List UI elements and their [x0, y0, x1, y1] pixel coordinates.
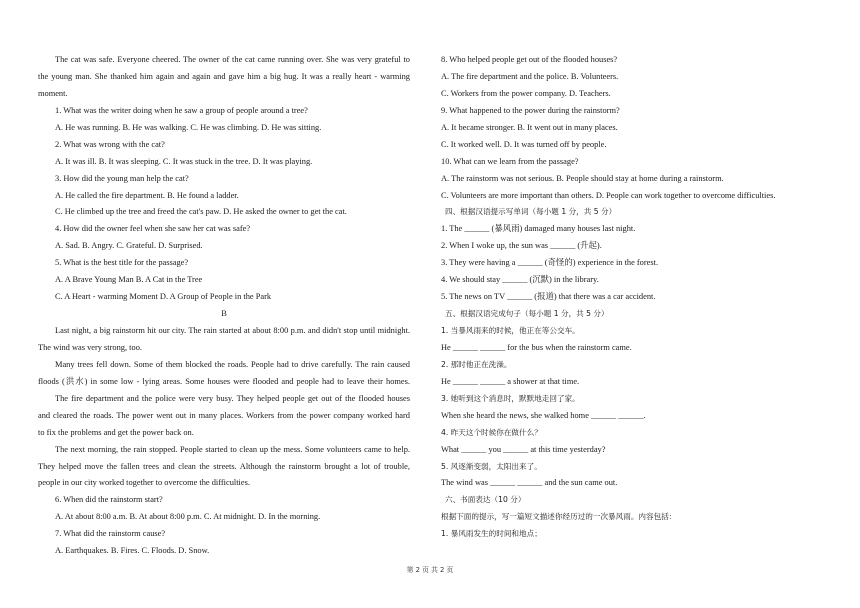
right-text-line: 10. What can we learn from the passage?: [441, 156, 579, 166]
right-text-line: C. It worked well. D. It was turned off by people.: [441, 139, 607, 149]
right-text-line: The wind was ______ ______ and the sun came out.: [441, 478, 618, 488]
right-text-line: A. The fire department and the police. B. Volunteers.: [441, 71, 619, 81]
left-text-line: 7. What did the rainstorm cause?: [55, 529, 166, 539]
left-text-line: A. He was running. B. He was walking. C. He was climbing. D. He was sitting.: [55, 122, 322, 132]
left-text-line: A. A Brave Young Man B. A Cat in the Tree: [55, 275, 203, 285]
right-text-line: 5. 风逐渐变弱，太阳出来了。: [441, 461, 542, 471]
right-column: [441, 52, 833, 543]
left-text-line: 4. How did the owner feel when she saw her cat was safe?: [55, 224, 251, 234]
right-text-line: 2. 那时他正在洗澡。: [441, 359, 512, 369]
right-text-line: 1. The ______ (暴风雨) damaged many houses last night.: [441, 224, 636, 234]
left-text-line: A. It was ill. B. It was sleeping. C. It was stuck in the tree. D. It was playing.: [55, 156, 313, 166]
left-text-line: to fix the problems and get the power back on.: [38, 427, 194, 437]
left-text-line: Many trees fell down. Some of them blocked the roads. People had to drive carefully. The rain caused: [55, 359, 410, 369]
right-text-line: 1. 当暴风雨来的时候，他正在等公交车。: [441, 326, 580, 335]
left-text-line: 5. What is the best title for the passage?: [55, 258, 189, 268]
left-text-line: The cat was safe. Everyone cheered. The owner of the cat came running over. She was very grateful to: [55, 55, 410, 64]
right-text-line: 5. The news on TV ______ (报道) that there was a car accident.: [441, 292, 656, 302]
left-text-line: The next morning, the rain stopped. People started to clean up the mess. Some volunteers came to help.: [55, 444, 410, 454]
right-text-line: 3. 她听到这个消息时，默默地走回了家。: [441, 393, 580, 403]
right-text-line: C. Volunteers are more important than others. D. People can work together to overcome difficulties.: [441, 190, 776, 200]
left-text-line: 1. What was the writer doing when he saw a group of people around a tree?: [55, 105, 308, 115]
right-text-line: 4. 昨天这个时候你在做什么？: [441, 427, 542, 437]
left-text-line: people in our city worked together to overcome the difficulties.: [38, 478, 250, 488]
right-text-line: A. The rainstorm was not serious. B. People should stay at home during a rainstorm.: [441, 173, 724, 183]
right-text-line: When she heard the news, she walked home ______ ______.: [441, 410, 646, 420]
left-text-line: Last night, a big rainstorm hit our city. The rain started at about 8:00 p.m. and didn't stop until midnight.: [55, 326, 410, 335]
right-text-line: 9. What happened to the power during the rainstorm?: [441, 105, 620, 115]
left-text-line: A. Sad. B. Angry. C. Grateful. D. Surprised.: [55, 241, 203, 251]
right-text-line: 1. 暴风雨发生的时间和地点；: [441, 529, 542, 539]
right-text-line: A. It became stronger. B. It went out in many places.: [441, 122, 618, 132]
left-text-line: floods (洪水) in some low - lying areas. Some houses were flooded and people had to leave their homes.: [38, 376, 410, 386]
page-footer: 第 2 页 共 2 页: [406, 566, 454, 574]
left-text-line: the young man. She thanked him again and again and gave him a big hug. It was a really heart - warming: [38, 71, 410, 81]
left-text-line: C. He climbed up the tree and freed the cat's paw. D. He asked the owner to get the cat.: [55, 207, 347, 217]
left-text-line: A. He called the fire department. B. He found a ladder.: [55, 190, 239, 200]
left-text-line: and cleared the roads. The power went out in many places. Workers from the power company worked hard: [38, 410, 410, 420]
left-text-line: The wind was very strong, too.: [38, 342, 142, 352]
left-text-line: 3. How did the young man help the cat?: [55, 173, 189, 183]
right-text-line: C. Workers from the power company. D. Teachers.: [441, 88, 611, 98]
left-text-line: They helped move the fallen trees and clean the streets. Although the rainstorm brought a lot of trouble,: [38, 461, 410, 471]
right-text-line: 4. We should stay ______ (沉默) in the library.: [441, 275, 599, 285]
left-text-line: 2. What was wrong with the cat?: [55, 139, 165, 149]
right-text-line: 根据下面的提示，写一篇短文描述你经历过的一次暴风雨。内容包括：: [441, 512, 677, 522]
left-text-line: B: [221, 309, 227, 319]
left-column: [38, 52, 410, 560]
right-text-line: 五、根据汉语完成句子（每小题 1 分，共 5 分）: [445, 309, 609, 319]
right-text-line: He ______ ______ a shower at that time.: [441, 376, 580, 386]
right-text-line: 四、根据汉语提示写单词（每小题 1 分，共 5 分）: [445, 207, 617, 217]
right-text-line: 3. They were having a ______ (奇怪的) experience in the forest.: [441, 258, 659, 268]
right-text-line: 2. When I woke up, the sun was ______ (升起).: [441, 241, 602, 251]
left-text-line: moment.: [38, 88, 68, 98]
right-text-line: What ______ you ______ at this time yesterday?: [441, 444, 606, 454]
right-text-line: 六、书面表达（10 分）: [445, 495, 526, 505]
right-text-line: He ______ ______ for the bus when the rainstorm came.: [441, 342, 632, 352]
left-text-line: A. At about 8:00 a.m. B. At about 8:00 p.m. C. At midnight. D. In the morning.: [55, 512, 321, 522]
left-text-line: The fire department and the police were very busy. They helped people get out of the flooded houses: [55, 393, 410, 403]
right-text-line: 8. Who helped people get out of the flooded houses?: [441, 55, 618, 64]
left-text-line: C. A Heart - warming Moment D. A Group of People in the Park: [55, 292, 272, 302]
left-text-line: A. Earthquakes. B. Fires. C. Floods. D. Snow.: [55, 546, 210, 556]
left-text-line: 6. When did the rainstorm start?: [55, 495, 163, 505]
